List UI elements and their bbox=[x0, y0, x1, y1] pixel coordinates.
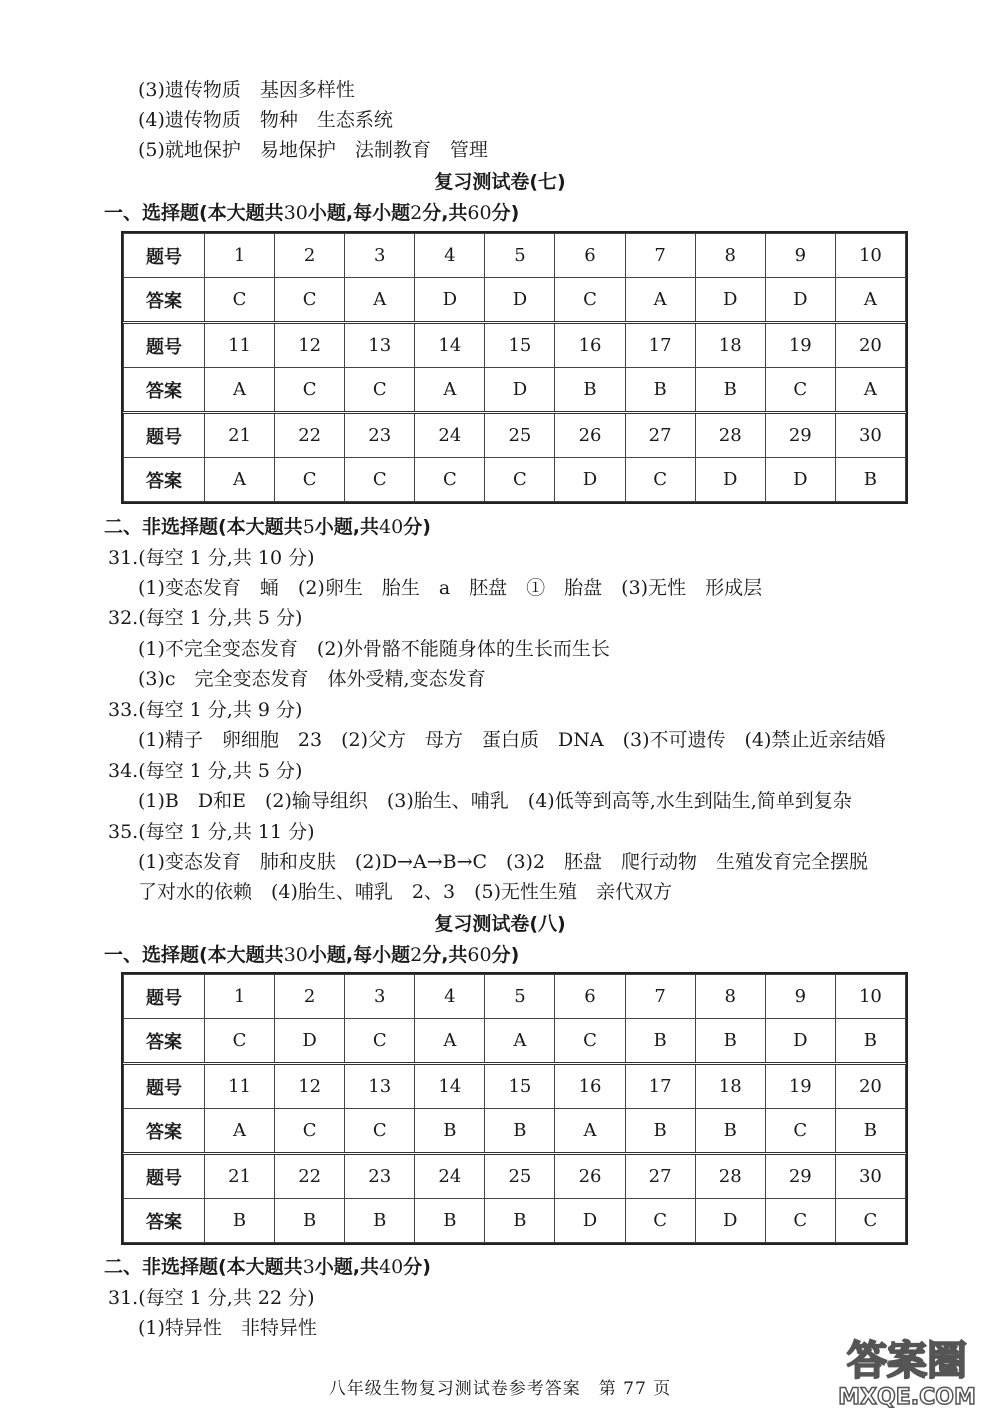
answer-cell: B bbox=[625, 1019, 695, 1064]
table-row-answers bbox=[124, 458, 906, 502]
question-number-cell: 10 bbox=[835, 975, 905, 1019]
answer-cell: B bbox=[695, 368, 765, 413]
question-number-cell: 17 bbox=[625, 323, 695, 368]
question-number-cell: 13 bbox=[345, 323, 415, 368]
answer-line: (1)变态发育 肺和皮肤 (2)D→A→B→C (3)2 胚盘 爬行动物 生殖发育完全摆脱 bbox=[138, 851, 869, 873]
question-number-cell: 11 bbox=[205, 323, 275, 368]
answer-cell: C bbox=[275, 1109, 345, 1154]
answer-cell: A bbox=[415, 368, 485, 413]
answer-cell: C bbox=[625, 1199, 695, 1243]
answer-line: (1)不完全变态发育 (2)外骨骼不能随身体的生长而生长 bbox=[138, 638, 610, 660]
question-number-cell: 22 bbox=[275, 413, 345, 458]
answer-cell: A bbox=[485, 1019, 555, 1064]
question-number-cell: 7 bbox=[625, 975, 695, 1019]
question-number-cell: 19 bbox=[765, 1064, 835, 1109]
page-footer: 八年级生物复习测试卷参考答案 第 77 页 bbox=[328, 1379, 672, 1399]
table-row-question-numbers bbox=[124, 413, 906, 458]
question-header: 35.(每空 1 分,共 11 分) bbox=[108, 821, 315, 843]
section-heading-choice: 一、选择题(本大题共30小题,每小题2分,共60分) bbox=[104, 944, 520, 966]
answer-line: (1)B D和E (2)输导组织 (3)胎生、哺乳 (4)低等到高等,水生到陆生,简单到复杂 bbox=[138, 790, 852, 812]
answer-cell: B bbox=[625, 1109, 695, 1154]
question-header: 31.(每空 1 分,共 10 分) bbox=[108, 547, 315, 569]
table-row-question-numbers bbox=[124, 323, 906, 368]
row-header-answer: 答案 bbox=[124, 278, 205, 323]
question-number-cell: 7 bbox=[625, 234, 695, 278]
answer-line: (1)变态发育 蛹 (2)卵生 胎生 a 胚盘 ① 胎盘 (3)无性 形成层 bbox=[138, 577, 763, 599]
answer-cell: B bbox=[415, 1109, 485, 1154]
test-title: 复习测试卷(七) bbox=[434, 171, 566, 193]
question-number-cell: 26 bbox=[555, 1154, 625, 1199]
table-row-question-numbers bbox=[124, 234, 906, 278]
table-row-answers bbox=[124, 1199, 906, 1243]
answer-cell: D bbox=[765, 278, 835, 323]
answer-cell: C bbox=[345, 368, 415, 413]
answer-cell: B bbox=[485, 1199, 555, 1243]
row-header-question: 题号 bbox=[124, 323, 205, 368]
answer-cell: D bbox=[695, 278, 765, 323]
question-number-cell: 5 bbox=[485, 234, 555, 278]
answer-cell: D bbox=[765, 1019, 835, 1064]
question-number-cell: 1 bbox=[205, 975, 275, 1019]
answer-cell: B bbox=[415, 1199, 485, 1243]
answer-cell: C bbox=[205, 278, 275, 323]
answer-cell: D bbox=[695, 458, 765, 502]
section-heading-nonchoice: 二、非选择题(本大题共5小题,共40分) bbox=[104, 516, 431, 538]
answer-line: (4)遗传物质 物种 生态系统 bbox=[138, 109, 393, 131]
answer-cell: D bbox=[275, 1019, 345, 1064]
table-row-question-numbers bbox=[124, 1154, 906, 1199]
table-row-answers bbox=[124, 278, 906, 323]
answer-cell: C bbox=[345, 1109, 415, 1154]
answer-cell: C bbox=[275, 278, 345, 323]
table-row-answers bbox=[124, 1019, 906, 1064]
answer-cell: A bbox=[625, 278, 695, 323]
question-number-cell: 28 bbox=[695, 1154, 765, 1199]
question-number-cell: 19 bbox=[765, 323, 835, 368]
answer-cell: A bbox=[205, 368, 275, 413]
row-header-question: 题号 bbox=[124, 1064, 205, 1109]
row-header-answer: 答案 bbox=[124, 1199, 205, 1243]
question-number-cell: 1 bbox=[205, 234, 275, 278]
question-number-cell: 10 bbox=[835, 234, 905, 278]
question-number-cell: 25 bbox=[485, 413, 555, 458]
answer-cell: A bbox=[205, 1109, 275, 1154]
question-number-cell: 9 bbox=[765, 975, 835, 1019]
answer-cell: A bbox=[415, 1019, 485, 1064]
answer-cell: A bbox=[835, 368, 905, 413]
answer-cell: D bbox=[485, 368, 555, 413]
question-number-cell: 18 bbox=[695, 1064, 765, 1109]
question-number-cell: 29 bbox=[765, 413, 835, 458]
question-number-cell: 23 bbox=[345, 1154, 415, 1199]
question-number-cell: 2 bbox=[275, 234, 345, 278]
question-number-cell: 24 bbox=[415, 413, 485, 458]
answer-cell: B bbox=[835, 1109, 905, 1154]
answer-cell: B bbox=[835, 1019, 905, 1064]
question-header: 34.(每空 1 分,共 5 分) bbox=[108, 760, 303, 782]
answer-cell: C bbox=[485, 458, 555, 502]
row-header-answer: 答案 bbox=[124, 368, 205, 413]
section-heading-nonchoice: 二、非选择题(本大题共3小题,共40分) bbox=[104, 1256, 431, 1278]
question-number-cell: 3 bbox=[345, 975, 415, 1019]
test-title: 复习测试卷(八) bbox=[434, 913, 566, 935]
answer-cell: C bbox=[345, 458, 415, 502]
question-number-cell: 4 bbox=[415, 234, 485, 278]
question-header: 31.(每空 1 分,共 22 分) bbox=[108, 1287, 315, 1309]
answer-cell: B bbox=[835, 458, 905, 502]
answer-cell: C bbox=[765, 1109, 835, 1154]
answer-cell: B bbox=[205, 1199, 275, 1243]
question-number-cell: 25 bbox=[485, 1154, 555, 1199]
question-number-cell: 24 bbox=[415, 1154, 485, 1199]
question-number-cell: 29 bbox=[765, 1154, 835, 1199]
table-row-question-numbers bbox=[124, 975, 906, 1019]
question-number-cell: 9 bbox=[765, 234, 835, 278]
question-number-cell: 23 bbox=[345, 413, 415, 458]
answer-cell: C bbox=[625, 458, 695, 502]
watermark-text: 答案圈 bbox=[847, 1338, 967, 1384]
answer-cell: C bbox=[345, 1019, 415, 1064]
answer-line: (1)精子 卵细胞 23 (2)父方 母方 蛋白质 DNA (3)不可遗传 (4)禁止近亲结婚 bbox=[138, 729, 886, 751]
question-number-cell: 27 bbox=[625, 1154, 695, 1199]
question-number-cell: 27 bbox=[625, 413, 695, 458]
answer-cell: A bbox=[835, 278, 905, 323]
question-number-cell: 8 bbox=[695, 234, 765, 278]
question-number-cell: 2 bbox=[275, 975, 345, 1019]
answer-line: (3)c 完全变态发育 体外受精,变态发育 bbox=[138, 668, 486, 690]
answer-cell: D bbox=[555, 1199, 625, 1243]
answer-cell: A bbox=[345, 278, 415, 323]
question-number-cell: 11 bbox=[205, 1064, 275, 1109]
question-number-cell: 12 bbox=[275, 1064, 345, 1109]
row-header-answer: 答案 bbox=[124, 1019, 205, 1064]
watermark-logo bbox=[832, 1330, 982, 1410]
answer-cell: B bbox=[485, 1109, 555, 1154]
question-number-cell: 12 bbox=[275, 323, 345, 368]
question-number-cell: 22 bbox=[275, 1154, 345, 1199]
answer-cell: B bbox=[625, 368, 695, 413]
question-number-cell: 20 bbox=[835, 1064, 905, 1109]
answer-cell: C bbox=[765, 368, 835, 413]
table-row-answers bbox=[124, 1109, 906, 1154]
question-number-cell: 15 bbox=[485, 1064, 555, 1109]
question-number-cell: 8 bbox=[695, 975, 765, 1019]
question-number-cell: 3 bbox=[345, 234, 415, 278]
row-header-question: 题号 bbox=[124, 234, 205, 278]
question-number-cell: 6 bbox=[555, 975, 625, 1019]
answer-cell: C bbox=[555, 278, 625, 323]
watermark-url: MXQE.COM bbox=[838, 1385, 976, 1410]
answer-cell: C bbox=[205, 1019, 275, 1064]
answer-line: (3)遗传物质 基因多样性 bbox=[138, 79, 355, 101]
answer-cell: B bbox=[695, 1109, 765, 1154]
row-header-question: 题号 bbox=[124, 413, 205, 458]
answer-cell: B bbox=[695, 1019, 765, 1064]
answer-cell: D bbox=[485, 278, 555, 323]
question-number-cell: 20 bbox=[835, 323, 905, 368]
answer-cell: C bbox=[275, 368, 345, 413]
question-number-cell: 6 bbox=[555, 234, 625, 278]
answer-table bbox=[121, 231, 908, 504]
question-number-cell: 28 bbox=[695, 413, 765, 458]
answer-cell: B bbox=[345, 1199, 415, 1243]
question-number-cell: 15 bbox=[485, 323, 555, 368]
question-number-cell: 4 bbox=[415, 975, 485, 1019]
question-number-cell: 16 bbox=[555, 1064, 625, 1109]
row-header-question: 题号 bbox=[124, 975, 205, 1019]
answer-line: 了对水的依赖 (4)胎生、哺乳 2、3 (5)无性生殖 亲代双方 bbox=[138, 881, 673, 903]
question-number-cell: 13 bbox=[345, 1064, 415, 1109]
answer-line: (5)就地保护 易地保护 法制教育 管理 bbox=[138, 139, 488, 161]
answer-cell: C bbox=[415, 458, 485, 502]
question-number-cell: 30 bbox=[835, 413, 905, 458]
question-number-cell: 21 bbox=[205, 1154, 275, 1199]
question-number-cell: 30 bbox=[835, 1154, 905, 1199]
section-heading-choice: 一、选择题(本大题共30小题,每小题2分,共60分) bbox=[104, 202, 520, 224]
answer-line: (1)特异性 非特异性 bbox=[138, 1317, 317, 1339]
row-header-answer: 答案 bbox=[124, 458, 205, 502]
answer-cell: D bbox=[415, 278, 485, 323]
answer-cell: C bbox=[275, 458, 345, 502]
table-row-question-numbers bbox=[124, 1064, 906, 1109]
answer-cell: B bbox=[555, 368, 625, 413]
answer-cell: A bbox=[555, 1109, 625, 1154]
question-header: 32.(每空 1 分,共 5 分) bbox=[108, 607, 303, 629]
question-number-cell: 14 bbox=[415, 1064, 485, 1109]
question-number-cell: 18 bbox=[695, 323, 765, 368]
question-number-cell: 14 bbox=[415, 323, 485, 368]
question-number-cell: 21 bbox=[205, 413, 275, 458]
row-header-question: 题号 bbox=[124, 1154, 205, 1199]
question-number-cell: 5 bbox=[485, 975, 555, 1019]
answer-table bbox=[121, 972, 908, 1245]
question-number-cell: 26 bbox=[555, 413, 625, 458]
table-row-answers bbox=[124, 368, 906, 413]
question-number-cell: 16 bbox=[555, 323, 625, 368]
question-number-cell: 17 bbox=[625, 1064, 695, 1109]
answer-cell: D bbox=[555, 458, 625, 502]
answer-cell: D bbox=[695, 1199, 765, 1243]
answer-cell: C bbox=[765, 1199, 835, 1243]
answer-cell: B bbox=[275, 1199, 345, 1243]
answer-cell: C bbox=[555, 1019, 625, 1064]
row-header-answer: 答案 bbox=[124, 1109, 205, 1154]
answer-cell: D bbox=[765, 458, 835, 502]
question-header: 33.(每空 1 分,共 9 分) bbox=[108, 699, 303, 721]
answer-cell: A bbox=[205, 458, 275, 502]
answer-cell: C bbox=[835, 1199, 905, 1243]
